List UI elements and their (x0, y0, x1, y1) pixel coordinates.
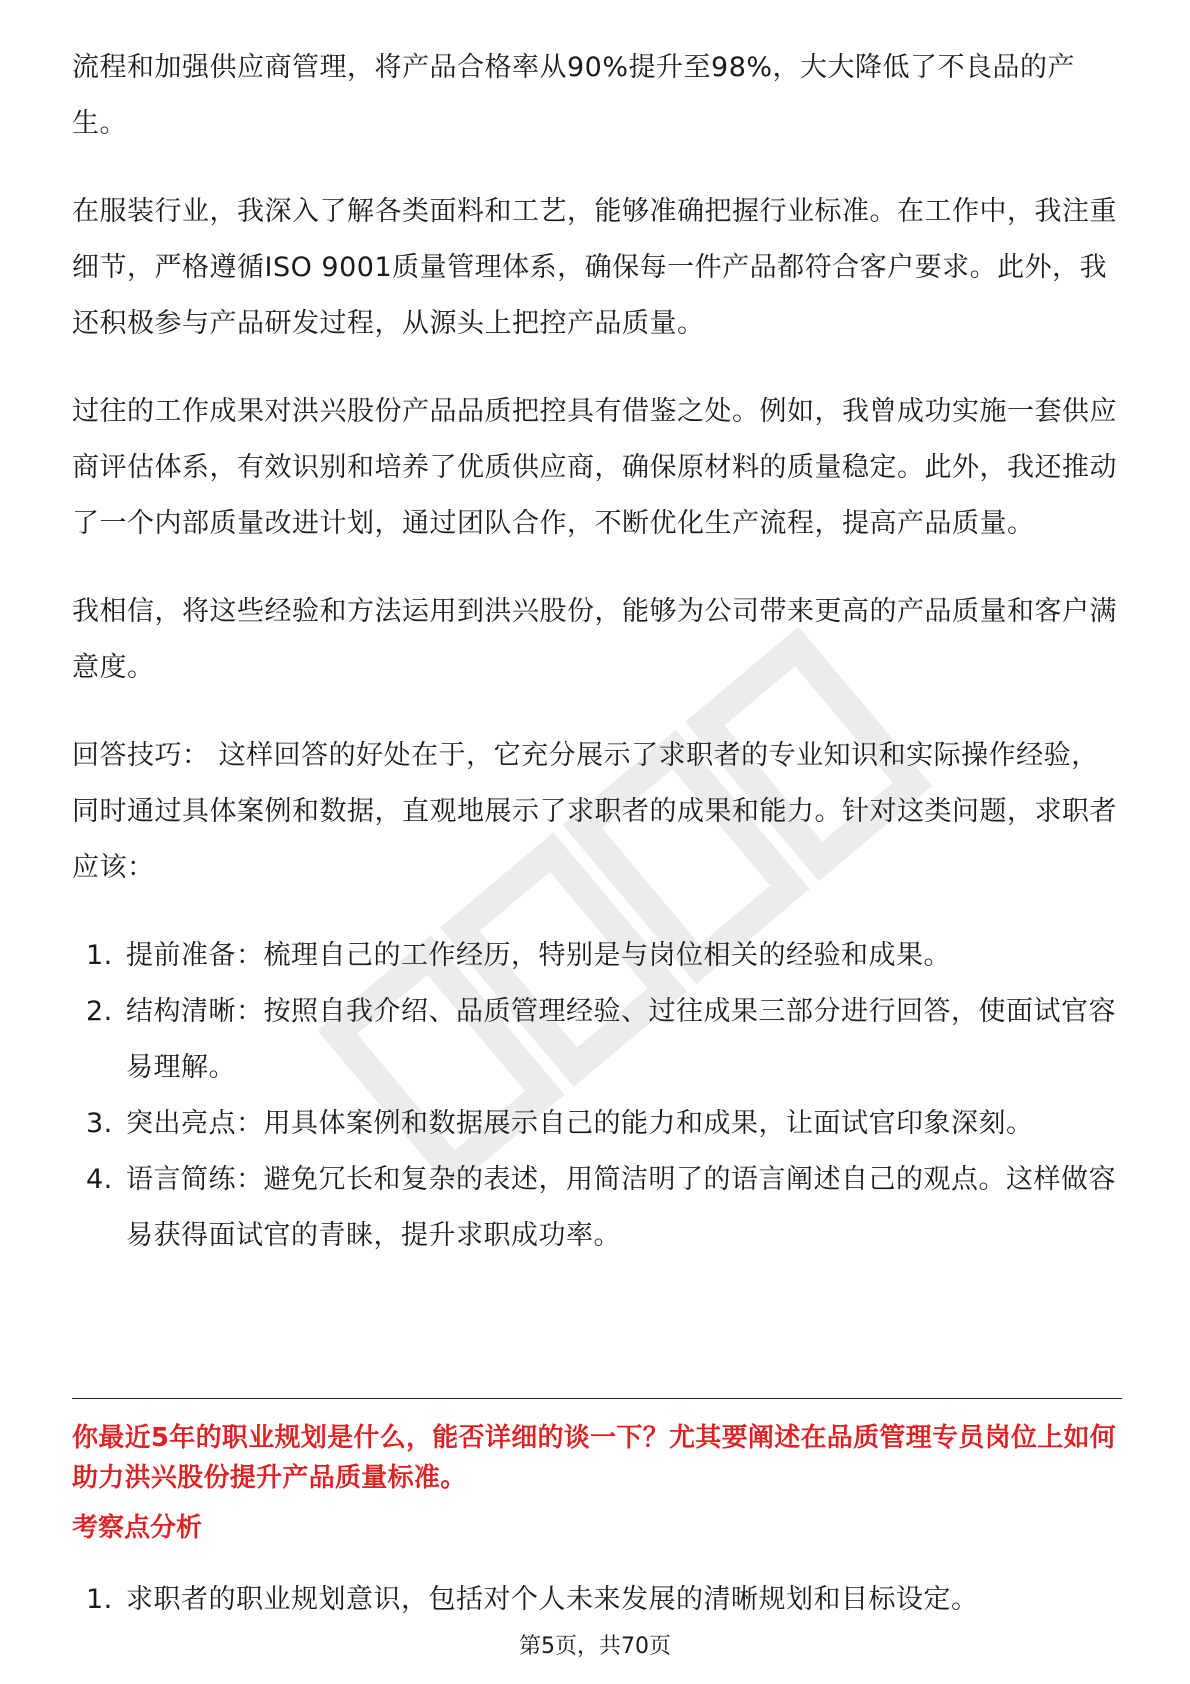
section-title: 考察点分析 (72, 1513, 203, 1543)
paragraph-1: 流程和加强供应商管理，将产品合格率从90%提升至98%，大大降低了不良品的产生。 (72, 52, 1076, 139)
list-item-text: 求职者的职业规划意识，包括对个人未来发展的清晰规划和目标设定。 (126, 1584, 979, 1615)
document-body (72, 40, 1122, 1264)
paragraph-3: 过往的工作成果对洪兴股份产品品质把控具有借鉴之处。例如，我曾成功实施一套供应商评估体系，有效识别和培养了优质供应商，确保原材料的质量稳定。此外，我还推动了一个内部质量改进计划，通过团队合作，不断优化生产流程，提高产品质量。 (72, 396, 1117, 539)
list-item (72, 928, 1122, 984)
answer-tips-paragraph: 回答技巧： 这样回答的好处在于，它充分展示了求职者的专业知识和实际操作经验，同时通过具体案例和数据，直观地展示了求职者的成果和能力。针对这类问题，求职者应该： (72, 740, 1117, 883)
list-item-number: 1. (86, 940, 113, 971)
list-item-number: 2. (86, 996, 113, 1027)
list-item-number: 4. (86, 1164, 113, 1195)
analysis-list (72, 1578, 1122, 1622)
list-item-number: 3. (86, 1108, 113, 1139)
list-item (72, 984, 1122, 1096)
list-item (72, 1096, 1122, 1152)
paragraph-4: 我相信，将这些经验和方法运用到洪兴股份，能够为公司带来更高的产品质量和客户满意度。 (72, 596, 1117, 683)
list-item (72, 1152, 1122, 1264)
list-item-text: 语言简练：避免冗长和复杂的表述，用简洁明了的语言阐述自己的观点。这样做容易获得面试官的青睐，提升求职成功率。 (126, 1164, 1116, 1251)
list-item-text: 提前准备：梳理自己的工作经历，特别是与岗位相关的经验和成果。 (126, 940, 951, 971)
section-divider (72, 1398, 1122, 1399)
list-item-number: 1. (86, 1584, 113, 1615)
list-item-text: 结构清晰：按照自我介绍、品质管理经验、过往成果三部分进行回答，使面试官容易理解。 (126, 996, 1116, 1083)
list-item (72, 1578, 1122, 1622)
paragraph-2: 在服装行业，我深入了解各类面料和工艺，能够准确把握行业标准。在工作中，我注重细节，严格遵循ISO 9001质量管理体系，确保每一件产品都符合客户要求。此外，我还积极参与产品研发过程，从源头上把控产品质量。 (72, 196, 1117, 339)
list-item-text: 突出亮点：用具体案例和数据展示自己的能力和成果，让面试官印象深刻。 (126, 1108, 1034, 1139)
interview-question: 你最近5年的职业规划是什么，能否详细的谈一下？尤其要阐述在品质管理专员岗位上如何助力洪兴股份提升产品质量标准。 (72, 1423, 1117, 1493)
page-footer: 第5页，共70页 (519, 1634, 671, 1659)
tips-list (72, 928, 1122, 1264)
